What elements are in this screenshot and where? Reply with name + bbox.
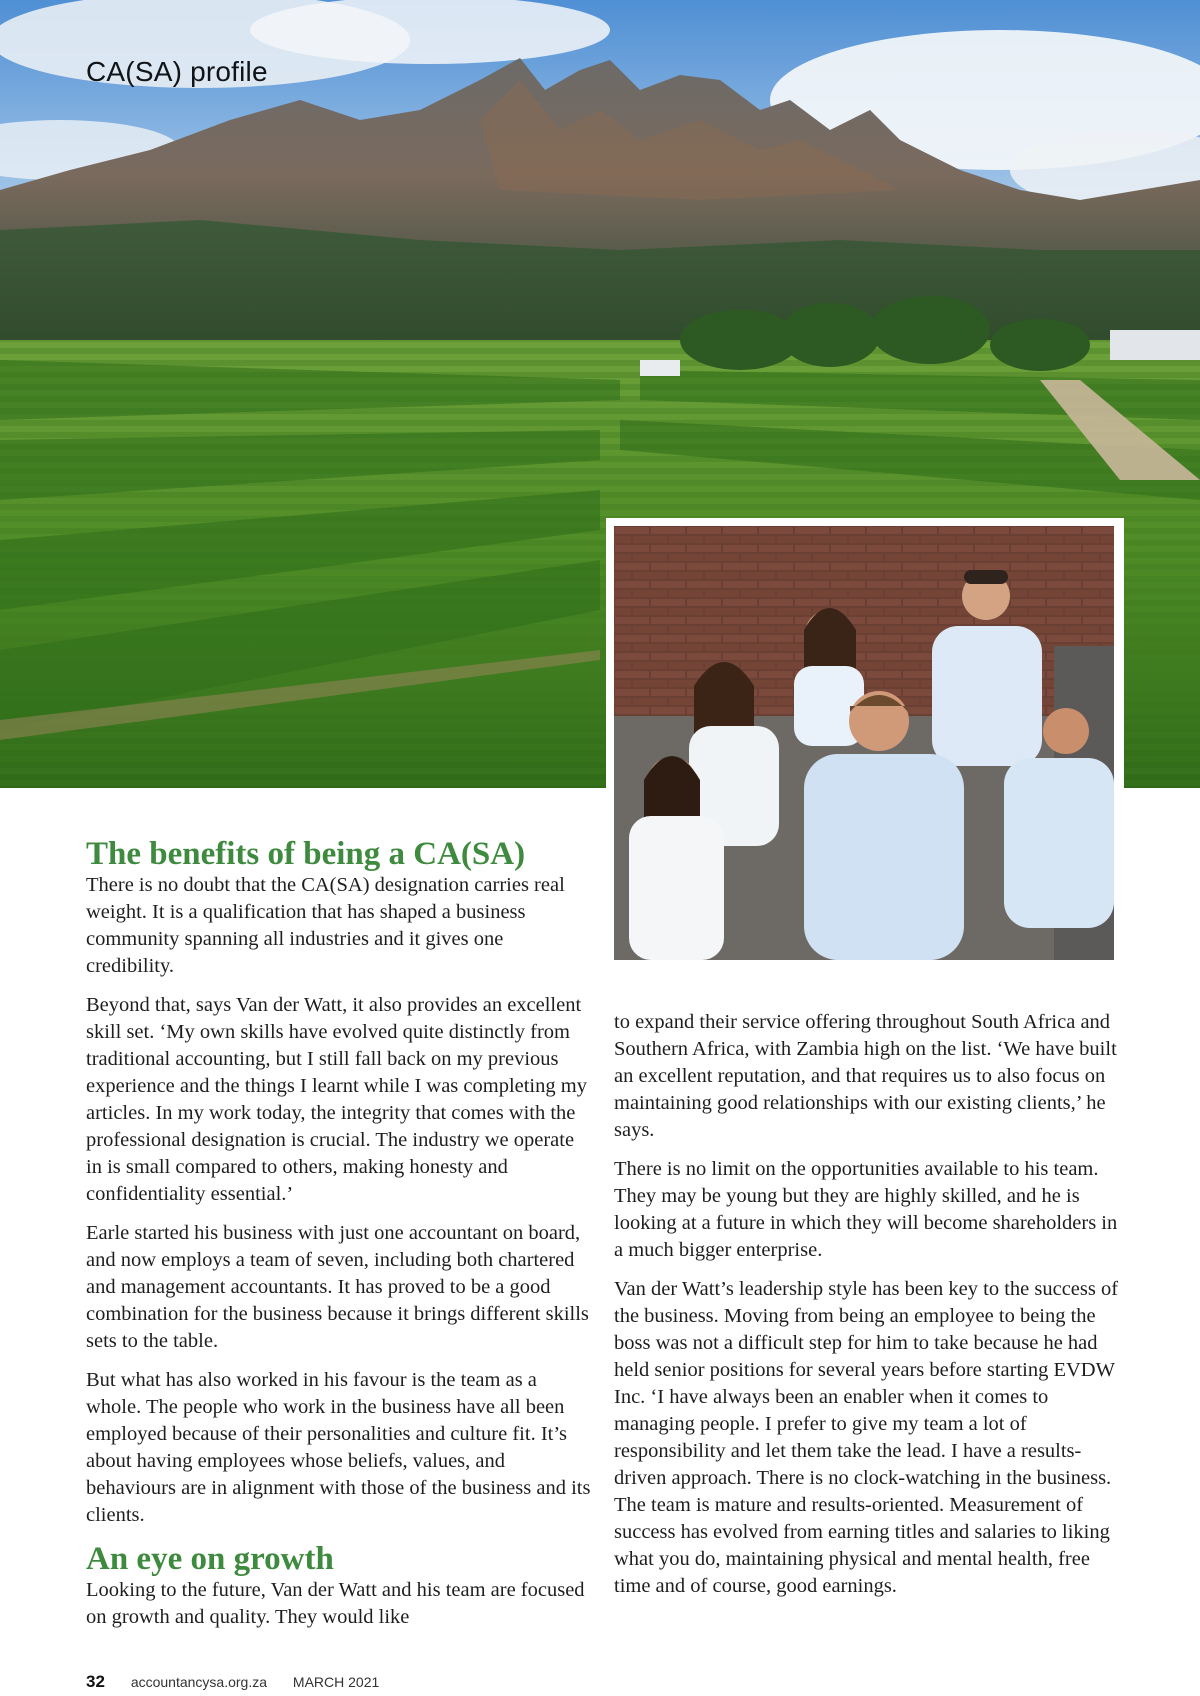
page-footer <box>86 1672 379 1692</box>
paragraph: Beyond that, says Van der Watt, it also provides an excellent skill set. ‘My own skills have evolved quite distinctly from traditional accounting, but I still fall back on my previous experience and the things I learnt while I was completing my articles. In my work today, the integrity that comes with the professional designation is crucial. The industry we operate in is small compared to others, making honesty and confidentiality essential.’ <box>86 994 587 1205</box>
team-group-photo <box>614 526 1114 960</box>
paragraph: There is no limit on the opportunities available to his team. They may be young but they are highly skilled, and he is looking at a future in which they will become shareholders in a much bigger enterprise. <box>614 1158 1118 1261</box>
issue-date: MARCH 2021 <box>292 1674 380 1690</box>
paragraph: Earle started his business with just one accountant on board, and now employs a team of seven, including both chartered and management accountants. It has proved to be a good combination for the business because it brings different skills sets to the table. <box>86 1222 589 1352</box>
paragraph: Van der Watt’s leadership style has been key to the success of the business. Moving from being an employee to being the boss was not a difficult step for him to take because he had held senior positions for several years before starting EVDW Inc. ‘I have always been an enabler when it comes to managing people. I prefer to give my team a lot of responsibility and let them take the lead. I have a results-driven approach. There is no clock-watching in the business. The team is mature and results-oriented. Measurement of success has evolved from earning titles and salaries to liking what you do, maintaining physical and mental health, free time and of course, good earnings. <box>614 1278 1119 1597</box>
article-left-column <box>86 836 592 1643</box>
article-right-column <box>614 1009 1122 1612</box>
paragraph-growth-continued: Looking to the future, Van der Watt and his team are focused on growth and quality. They would like <box>86 1579 585 1628</box>
paragraph: But what has also worked in his favour is the team as a whole. The people who work in the business have all been employed because of their personalities and culture fit. It’s about having employees whose beliefs, values, and behaviours are in alignment with those of the business and its clients. <box>86 1369 591 1526</box>
team-group-illustration <box>614 526 1114 960</box>
heading-benefits: The benefits of being a CA(SA) <box>86 836 526 872</box>
section-tag: CA(SA) profile <box>86 56 268 87</box>
website-link[interactable]: accountancysa.org.za <box>130 1674 268 1690</box>
paragraph-growth-continued-tail: to expand their service offering throughout South Africa and Southern Africa, with Zambia high on the list. ‘We have built an excellent reputation, and that requires us to also focus on maintaining good relationships with our existing clients,’ he says. <box>614 1011 1117 1141</box>
team-photo-frame <box>606 518 1124 968</box>
paragraph: There is no doubt that the CA(SA) designation carries real weight. It is a qualification that has shaped a business community spanning all industries and it gives one credibility. <box>86 874 565 977</box>
heading-growth: An eye on growth <box>86 1541 334 1577</box>
page-number: 32 <box>86 1672 105 1691</box>
